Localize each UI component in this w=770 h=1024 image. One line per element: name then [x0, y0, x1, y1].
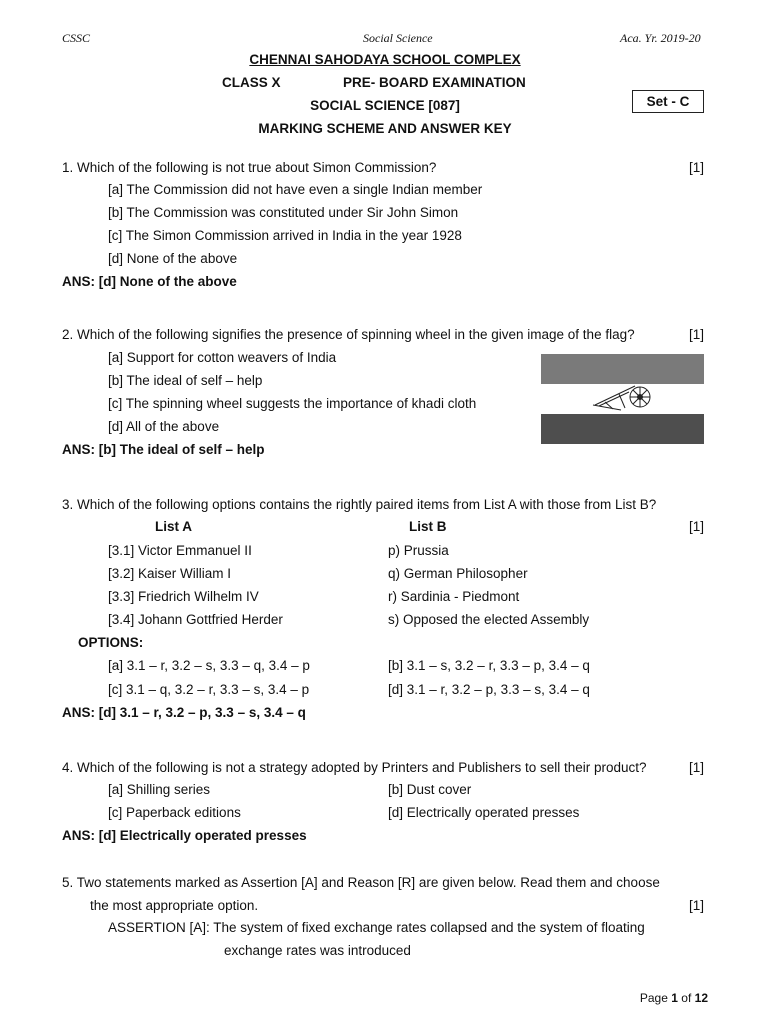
q5-assertion-line1: ASSERTION [A]: The system of fixed exchange rates collapsed and the system of floating [108, 920, 645, 935]
page-footer [640, 991, 708, 1005]
q4-option-b: [b] Dust cover [388, 782, 472, 797]
q2-answer: ANS: [b] The ideal of self – help [62, 442, 265, 457]
q3-list-b-item: r) Sardinia - Piedmont [388, 589, 520, 604]
q5-marks: [1] [689, 898, 705, 913]
q3-list-a-item: [3.2] Kaiser William I [108, 566, 232, 581]
q1-option-b: [b] The Commission was constituted under Sir John Simon [108, 205, 459, 220]
q3-list-a-item: [3.1] Victor Emmanuel II [108, 543, 252, 558]
flag-image [541, 354, 704, 444]
q3-option-b: [b] 3.1 – s, 3.2 – r, 3.3 – p, 3.4 – q [388, 658, 590, 673]
flag-bottom-band [541, 414, 704, 444]
q1-question: 1. Which of the following is not true about Simon Commission? [62, 160, 437, 175]
of-label: of [681, 991, 692, 1005]
q3-option-a: [a] 3.1 – r, 3.2 – s, 3.3 – q, 3.4 – p [108, 658, 310, 673]
q1-option-c: [c] The Simon Commission arrived in India in the year 1928 [108, 228, 462, 243]
header-center: Social Science [363, 31, 433, 45]
class-label: CLASS X [222, 75, 281, 90]
marking-scheme-title: MARKING SCHEME AND ANSWER KEY [258, 121, 512, 136]
q5-assertion-line2: exchange rates was introduced [224, 943, 411, 958]
q3-option-d: [d] 3.1 – r, 3.2 – p, 3.3 – s, 3.4 – q [388, 682, 590, 697]
set-box: Set - C [632, 90, 704, 113]
q5-question-line2: the most appropriate option. [90, 898, 259, 913]
flag-top-band [541, 354, 704, 384]
exam-label: PRE- BOARD EXAMINATION [343, 75, 526, 90]
page-number: 1 [671, 991, 678, 1005]
q5-question-line1: 5. Two statements marked as Assertion [A] and Reason [R] are given below. Read them and choose [62, 875, 660, 890]
header-left: CSSC [62, 31, 91, 45]
q1-option-d: [d] None of the above [108, 251, 238, 266]
q3-options-label: OPTIONS: [78, 635, 144, 650]
q3-list-b-item: p) Prussia [388, 543, 449, 558]
q2-option-a: [a] Support for cotton weavers of India [108, 350, 337, 365]
q4-answer: ANS: [d] Electrically operated presses [62, 828, 307, 843]
school-title: CHENNAI SAHODAYA SCHOOL COMPLEX [249, 52, 521, 67]
q1-option-a: [a] The Commission did not have even a single Indian member [108, 182, 483, 197]
q3-list-b-item: q) German Philosopher [388, 566, 528, 581]
q3-list-a-item: [3.3] Friedrich Wilhelm IV [108, 589, 259, 604]
q3-answer: ANS: [d] 3.1 – r, 3.2 – p, 3.3 – s, 3.4 – q [62, 705, 306, 720]
q3-question: 3. Which of the following options contains the rightly paired items from List A with those from List B? [62, 497, 657, 512]
q2-option-b: [b] The ideal of self – help [108, 373, 263, 388]
flag-middle-band [541, 384, 704, 414]
q2-marks: [1] [689, 327, 705, 342]
q4-option-d: [d] Electrically operated presses [388, 805, 580, 820]
q3-list-a-item: [3.4] Johann Gottfried Herder [108, 612, 283, 627]
q2-option-c: [c] The spinning wheel suggests the importance of khadi cloth [108, 396, 477, 411]
q4-marks: [1] [689, 760, 705, 775]
page-total: 12 [694, 991, 708, 1005]
q1-marks: [1] [689, 160, 705, 175]
q1-answer: ANS: [d] None of the above [62, 274, 237, 289]
q3-list-b-item: s) Opposed the elected Assembly [388, 612, 590, 627]
q2-option-d: [d] All of the above [108, 419, 220, 434]
subject-title: SOCIAL SCIENCE [087] [310, 98, 460, 113]
q3-list-b-header: List B [409, 519, 447, 534]
q4-option-a: [a] Shilling series [108, 782, 211, 797]
q3-option-c: [c] 3.1 – q, 3.2 – r, 3.3 – s, 3.4 – p [108, 682, 310, 697]
q3-marks: [1] [689, 519, 705, 534]
header-right: Aca. Yr. 2019-20 [620, 31, 701, 45]
q2-question: 2. Which of the following signifies the presence of spinning wheel in the given image of the flag? [62, 327, 635, 342]
q4-question: 4. Which of the following is not a strategy adopted by Printers and Publishers to sell their product? [62, 760, 647, 775]
q3-list-a-header: List A [155, 519, 192, 534]
page-label: Page [639, 991, 668, 1005]
q4-option-c: [c] Paperback editions [108, 805, 241, 820]
